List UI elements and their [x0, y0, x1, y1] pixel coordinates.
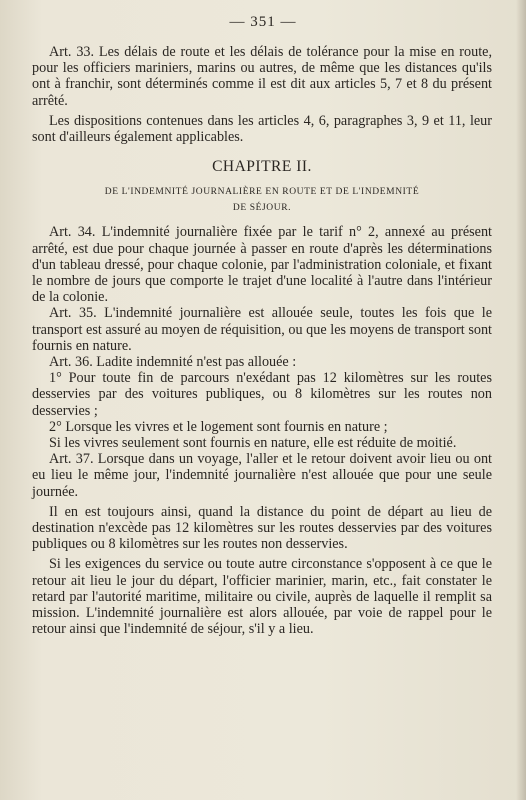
paragraph-art-33: Art. 33. Les délais de route et les délais de tolérance pour la mise en route, pour les officiers mariniers, marins ou autres, de même que les distances qu'ils ont à franchir, sont déterminés comme il est dit aux articles 5, 7 et 8 du présent arrêté. [32, 44, 492, 109]
paragraph-dispositions: Les dispositions contenues dans les articles 4, 6, paragraphes 3, 9 et 11, leur sont d'ailleurs également applicables. [32, 112, 492, 146]
paragraph-art-36-item-1: 1° Pour toute fin de parcours n'exédant pas 12 kilomètres sur les routes desservies par des voitures publiques, ou 8 kilomètres sur les routes non desservies ; [32, 370, 492, 419]
chapter-subtitle [32, 184, 492, 216]
chapter-subtitle-line2: DE SÉJOUR. [232, 203, 292, 214]
paragraph-art-36: Art. 36. Ladite indemnité n'est pas allouée : [49, 354, 297, 371]
paragraph-art-35: Art. 35. L'indemnité journalière est allouée seule, toutes les fois que le transport est assuré au moyen de réquisition, ou que les moyens de transport sont fournis en nature. [32, 305, 492, 354]
page-body [32, 44, 492, 638]
chapter-title: CHAPITRE II. [212, 158, 312, 176]
paragraph-art-36-reduction: Si les vivres seulement sont fournis en nature, elle est réduite de moitié. [49, 435, 457, 452]
page-number: — 351 — [229, 14, 297, 30]
paragraph-art-34: Art. 34. L'indemnité journalière fixée par le tarif n° 2, annexé au présent arrêté, est due pour chaque journée à passer en route d'après les déterminations d'un tableau dressé, pour chaque colonie, par l'administration coloniale, et fixant le nombre de jours que comporte le trajet d'une localité à l'autre dans l'intérieur de la colonie. [32, 224, 492, 306]
chapter-subtitle-line1: DE L'INDEMNITÉ JOURNALIÈRE EN ROUTE ET DE L'INDEMNITÉ [104, 187, 420, 198]
paragraph-art-37-exigences: Si les exigences du service ou toute autre circonstance s'opposent à ce que le retour ait lieu le jour du départ, l'officier marinier, marin, etc., fait constater le retard par l'autorité maritime, militaire ou civile, auprès de laquelle il remplit sa mission. L'indemnité journalière est alors allouée, par voie de rappel pour le retour ainsi que l'indemnité de séjour, s'il y a lieu. [32, 556, 492, 638]
paragraph-art-36-item-2: 2° Lorsque les vivres et le logement sont fournis en nature ; [49, 418, 388, 435]
paragraph-art-37-distance: Il en est toujours ainsi, quand la distance du point de départ au lieu de destination n'excède pas 12 kilomètres sur les routes desservies par des voitures publiques ou 8 kilomètres sur les routes non desservies. [32, 503, 492, 553]
paragraph-art-37: Art. 37. Lorsque dans un voyage, l'aller et le retour doivent avoir lieu ou ont eu lieu le même jour, l'indemnité journalière n'est allouée que pour une seule journée. [32, 451, 492, 500]
